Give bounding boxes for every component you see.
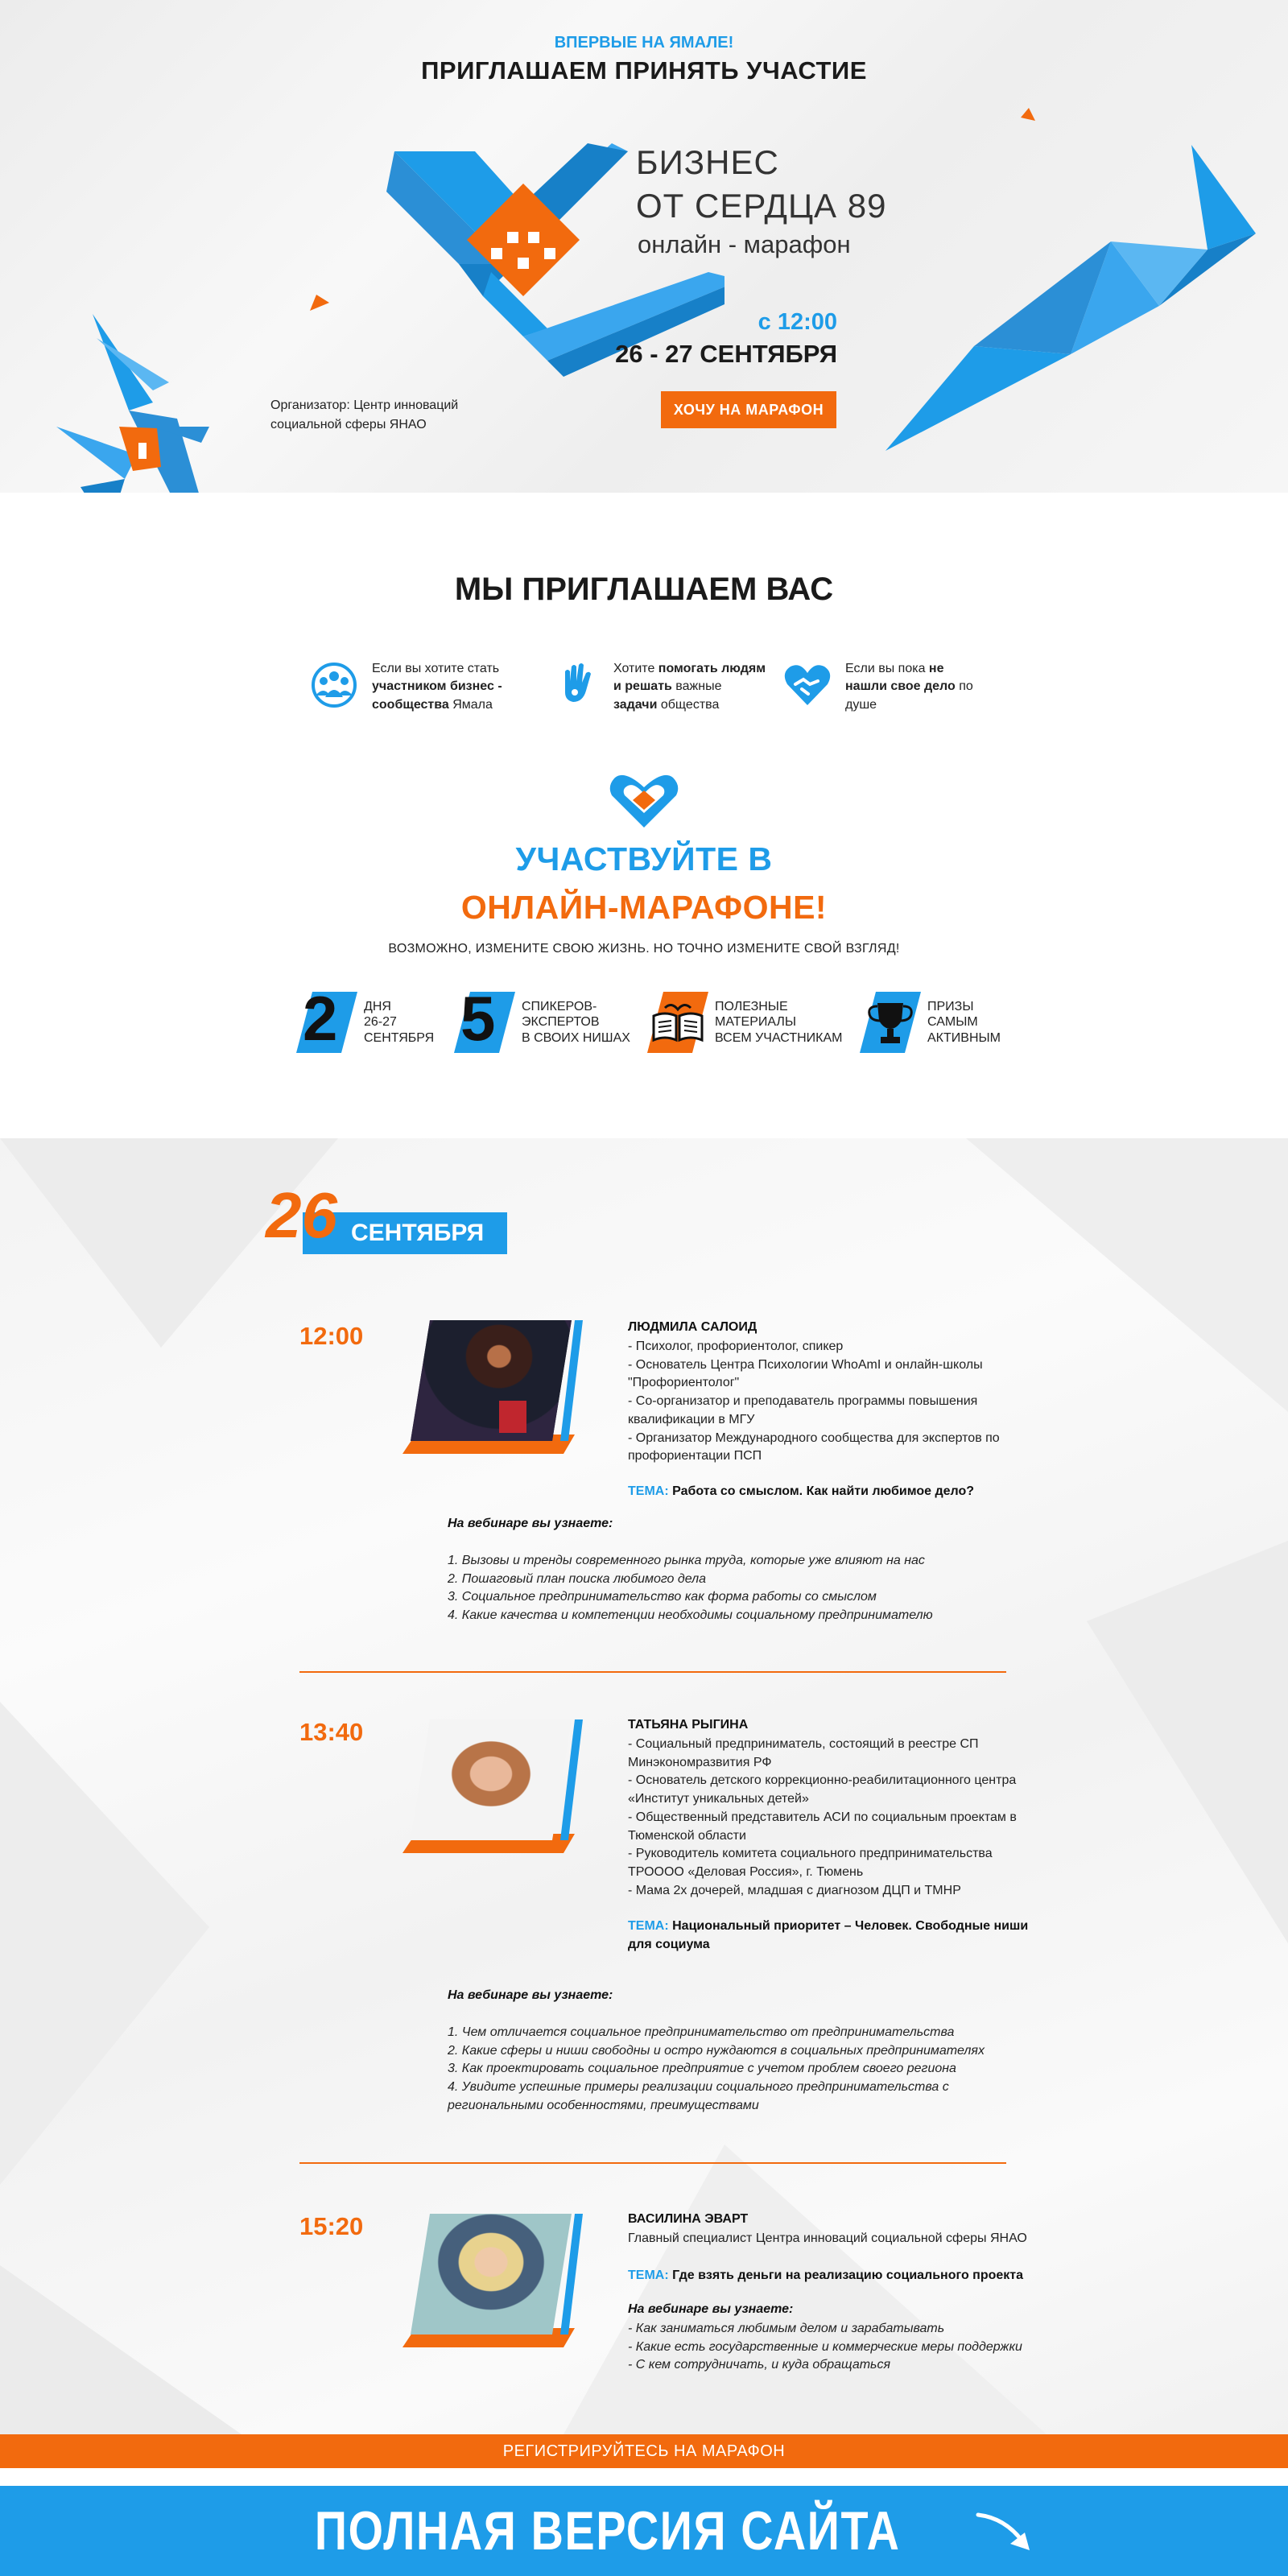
stat-badge (454, 983, 515, 1054)
triangle-decoration (1021, 108, 1038, 122)
day-label: СЕНТЯБРЯ (303, 1212, 507, 1254)
learn-item: 4. Увидите успешные примеры реализации социального предпринимательства с региональными особенностями, преимуществами (448, 2080, 949, 2112)
stat-days (296, 983, 435, 1054)
session-time: 12:00 (299, 1322, 364, 1350)
benefit-item-help (557, 660, 766, 724)
arrow-down-right-icon (973, 2507, 1038, 2555)
register-button[interactable]: РЕГИСТРИРУЙТЕСЬ НА МАРАФОН (0, 2434, 1288, 2468)
benefit-text-part: по душе (845, 679, 973, 712)
topic-text: Национальный приоритет – Человек. Свободные ниши для социума (628, 1919, 1029, 1951)
start-time: с 12:00 (758, 309, 837, 335)
stat-badge (860, 992, 921, 1053)
stat-label: ПОЛЕЗНЫЕ МАТЕРИАЛЫ ВСЕМ УЧАСТНИКАМ (715, 999, 843, 1045)
benefit-text-bold: помогать людям и решать (613, 662, 766, 694)
learn-list (448, 2024, 1027, 2116)
learn-list (448, 1552, 1027, 1625)
stat-speakers (454, 983, 630, 1054)
bio-line: - Мама 2х дочерей, младшая с диагнозом ДЦП и ТМНР (628, 1883, 961, 1897)
learn-item: 3. Социальное предпринимательство как форма работы со смыслом (448, 1590, 877, 1604)
benefit-text-calling (845, 660, 982, 714)
organizer-text: Организатор: Центр инноваций социальной сферы ЯНАО (270, 398, 459, 431)
session-divider (299, 2162, 1006, 2164)
helping-hand-icon (557, 660, 601, 710)
session-time: 13:40 (299, 1718, 364, 1746)
topic-label: ТЕМА: (628, 1484, 669, 1498)
learn-item: 4. Какие качества и компетенции необходимы социальному предпринимателю (448, 1608, 933, 1623)
stat-label: ДНЯ 26-27 СЕНТЯБРЯ (364, 999, 435, 1045)
community-icon (309, 660, 359, 710)
heart-handshake-icon (782, 660, 832, 710)
bio-line: - Организатор Международного сообщества для экспертов по профориентации ПСП (628, 1430, 1000, 1463)
learn-item: 3. Как проектировать социальное предприятие с учетом проблем своего региона (448, 2062, 956, 2076)
benefit-text-part: Ямала (448, 697, 493, 712)
speaker-photo-image (411, 2214, 572, 2334)
benefit-text-bold: задачи (613, 697, 658, 712)
speaker-photo (402, 1320, 583, 1454)
benefit-item-calling (782, 660, 982, 724)
photo-detail-decoration (483, 1397, 531, 1438)
session-divider (299, 1671, 1006, 1673)
benefit-text-part: Если вы пока (845, 662, 929, 675)
learn-item: 2. Какие сферы и ниши свободны и остро нуждаются в социальных предпринимателях (448, 2043, 985, 2058)
speaker-name: ЛЮДМИЛА САЛОИД (628, 1320, 758, 1334)
learn-heading: На вебинаре вы узнаете: (448, 1988, 613, 2002)
bio-line: - Социальный предприниматель, состоящий в реестре СП Минэкономразвития РФ (628, 1737, 979, 1769)
learn-item: 1. Вызовы и тренды современного рынка труда, которые уже влияют на нас (448, 1554, 925, 1567)
learn-item: - Как заниматься любимым делом и зарабатывать (628, 2322, 945, 2335)
bio-line: Главный специалист Центра инноваций социальной сферы ЯНАО (628, 2231, 1027, 2245)
hero-section (0, 0, 1288, 493)
benefit-text-community (372, 660, 517, 714)
session-time: 15:20 (299, 2212, 364, 2240)
book-icon (647, 992, 708, 1053)
origami-bird-right-decoration (869, 145, 1272, 467)
hero-kicker: ВПЕРВЫЕ НА ЯМАЛЕ! (554, 34, 734, 52)
learn-list (628, 2320, 1208, 2375)
topic-text: Где взять деньги на реализацию социального проекта (672, 2268, 1024, 2282)
stat-label: СПИКЕРОВ- ЭКСПЕРТОВ В СВОИХ НИШАХ (522, 999, 630, 1045)
join-marathon-button[interactable]: ХОЧУ НА МАРАФОН (661, 391, 836, 428)
session-topic (628, 1918, 1030, 1954)
stat-badge (647, 992, 708, 1053)
learn-item: - Какие есть государственные и коммерческие меры поддержки (628, 2339, 1022, 2354)
speaker-bio (628, 1338, 1030, 1466)
learn-heading: На вебинаре вы узнаете: (628, 2302, 794, 2316)
hero-title-line2: ОТ СЕРДЦА 89 (636, 187, 887, 225)
learn-item: 1. Чем отличается социальное предпринимательство от предпринимательства (448, 2025, 955, 2039)
stat-number: 2 (303, 983, 338, 1054)
bio-line: - Основатель детского коррекционно-реабилитационного центра «Институт уникальных детей» (628, 1773, 1017, 1806)
learn-item: - С кем сотрудничать, и куда обращаться (628, 2358, 890, 2372)
benefit-text-part: Если вы хотите стать (372, 662, 500, 675)
marathon-tagline: ВОЗМОЖНО, ИЗМЕНИТЕ СВОЮ ЖИЗНЬ. НО ТОЧНО ИЗМЕНИТЕ СВОЙ ВЗГЛЯД! (388, 942, 900, 956)
topic-text: Работа со смыслом. Как найти любимое дело? (672, 1484, 975, 1498)
triangle-decoration (310, 295, 334, 314)
bio-line: - Со-организатор и преподаватель программы повышения квалификации в МГУ (628, 1394, 978, 1426)
stat-badge (296, 983, 357, 1054)
origami-bird-left-decoration (48, 306, 233, 493)
stat-materials (647, 992, 842, 1053)
stat-number: 5 (460, 983, 496, 1054)
topic-label: ТЕМА: (628, 1919, 669, 1933)
invite-title: МЫ ПРИГЛАШАЕМ ВАС (454, 572, 834, 607)
benefit-item-community (309, 660, 517, 724)
bio-line: - Основатель Центра Психологии WhoAmI и онлайн-школы "Профориентолог" (628, 1357, 983, 1390)
speaker-photo (402, 2214, 583, 2347)
speaker-photo (402, 1719, 583, 1853)
speaker-bio (628, 2230, 1030, 2248)
hero-headline: ПРИГЛАШАЕМ ПРИНЯТЬ УЧАСТИЕ (421, 56, 867, 85)
bio-line: - Психолог, профориентолог, спикер (628, 1340, 844, 1353)
day-number: 26 (266, 1179, 337, 1251)
hero-subtitle: онлайн - марафон (638, 230, 851, 258)
speaker-name: ТАТЬЯНА РЫГИНА (628, 1718, 749, 1732)
learn-heading: На вебинаре вы узнаете: (448, 1517, 613, 1530)
stat-prizes (860, 992, 1001, 1053)
benefit-text-help: Хотите помогать людям и решать важные задачи общества (613, 662, 766, 712)
marathon-title-line2: ОНЛАЙН-МАРАФОНЕ! (460, 889, 828, 926)
benefit-text-part: Хотите (613, 662, 658, 675)
bio-line: - Общественный представитель АСИ по социальным проектам в Тюменской области (628, 1810, 1017, 1843)
event-dates: 26 - 27 СЕНТЯБРЯ (615, 340, 837, 368)
learn-item: 2. Пошаговый план поиска любимого дела (448, 1571, 707, 1586)
hero-title-line1: БИЗНЕС (636, 143, 779, 181)
session-topic (628, 2267, 1030, 2285)
heart-logo-small (609, 771, 679, 829)
speaker-bio (628, 1736, 1030, 1900)
benefit-text-bold: не нашли свое дело (845, 662, 956, 694)
trophy-icon (860, 992, 921, 1053)
bio-line: - Руководитель комитета социального предпринимательства ТРООOО «Деловая Россия», г. Тюмень (628, 1847, 993, 1880)
benefit-text-bold: участником бизнес - сообщества (372, 679, 502, 712)
speaker-photo-image (411, 1719, 572, 1840)
topic-label: ТЕМА: (628, 2268, 669, 2282)
speaker-name: ВАСИЛИНА ЭВАРТ (628, 2212, 749, 2226)
full-version-link[interactable] (0, 2486, 1288, 2576)
session-topic (628, 1483, 1030, 1501)
full-version-label: ПОЛНАЯ ВЕРСИЯ САЙТА (315, 2500, 901, 2562)
stat-label: ПРИЗЫ САМЫМ АКТИВНЫМ (927, 999, 1001, 1045)
marathon-title-line1: УЧАСТВУЙТЕ В (515, 840, 773, 877)
